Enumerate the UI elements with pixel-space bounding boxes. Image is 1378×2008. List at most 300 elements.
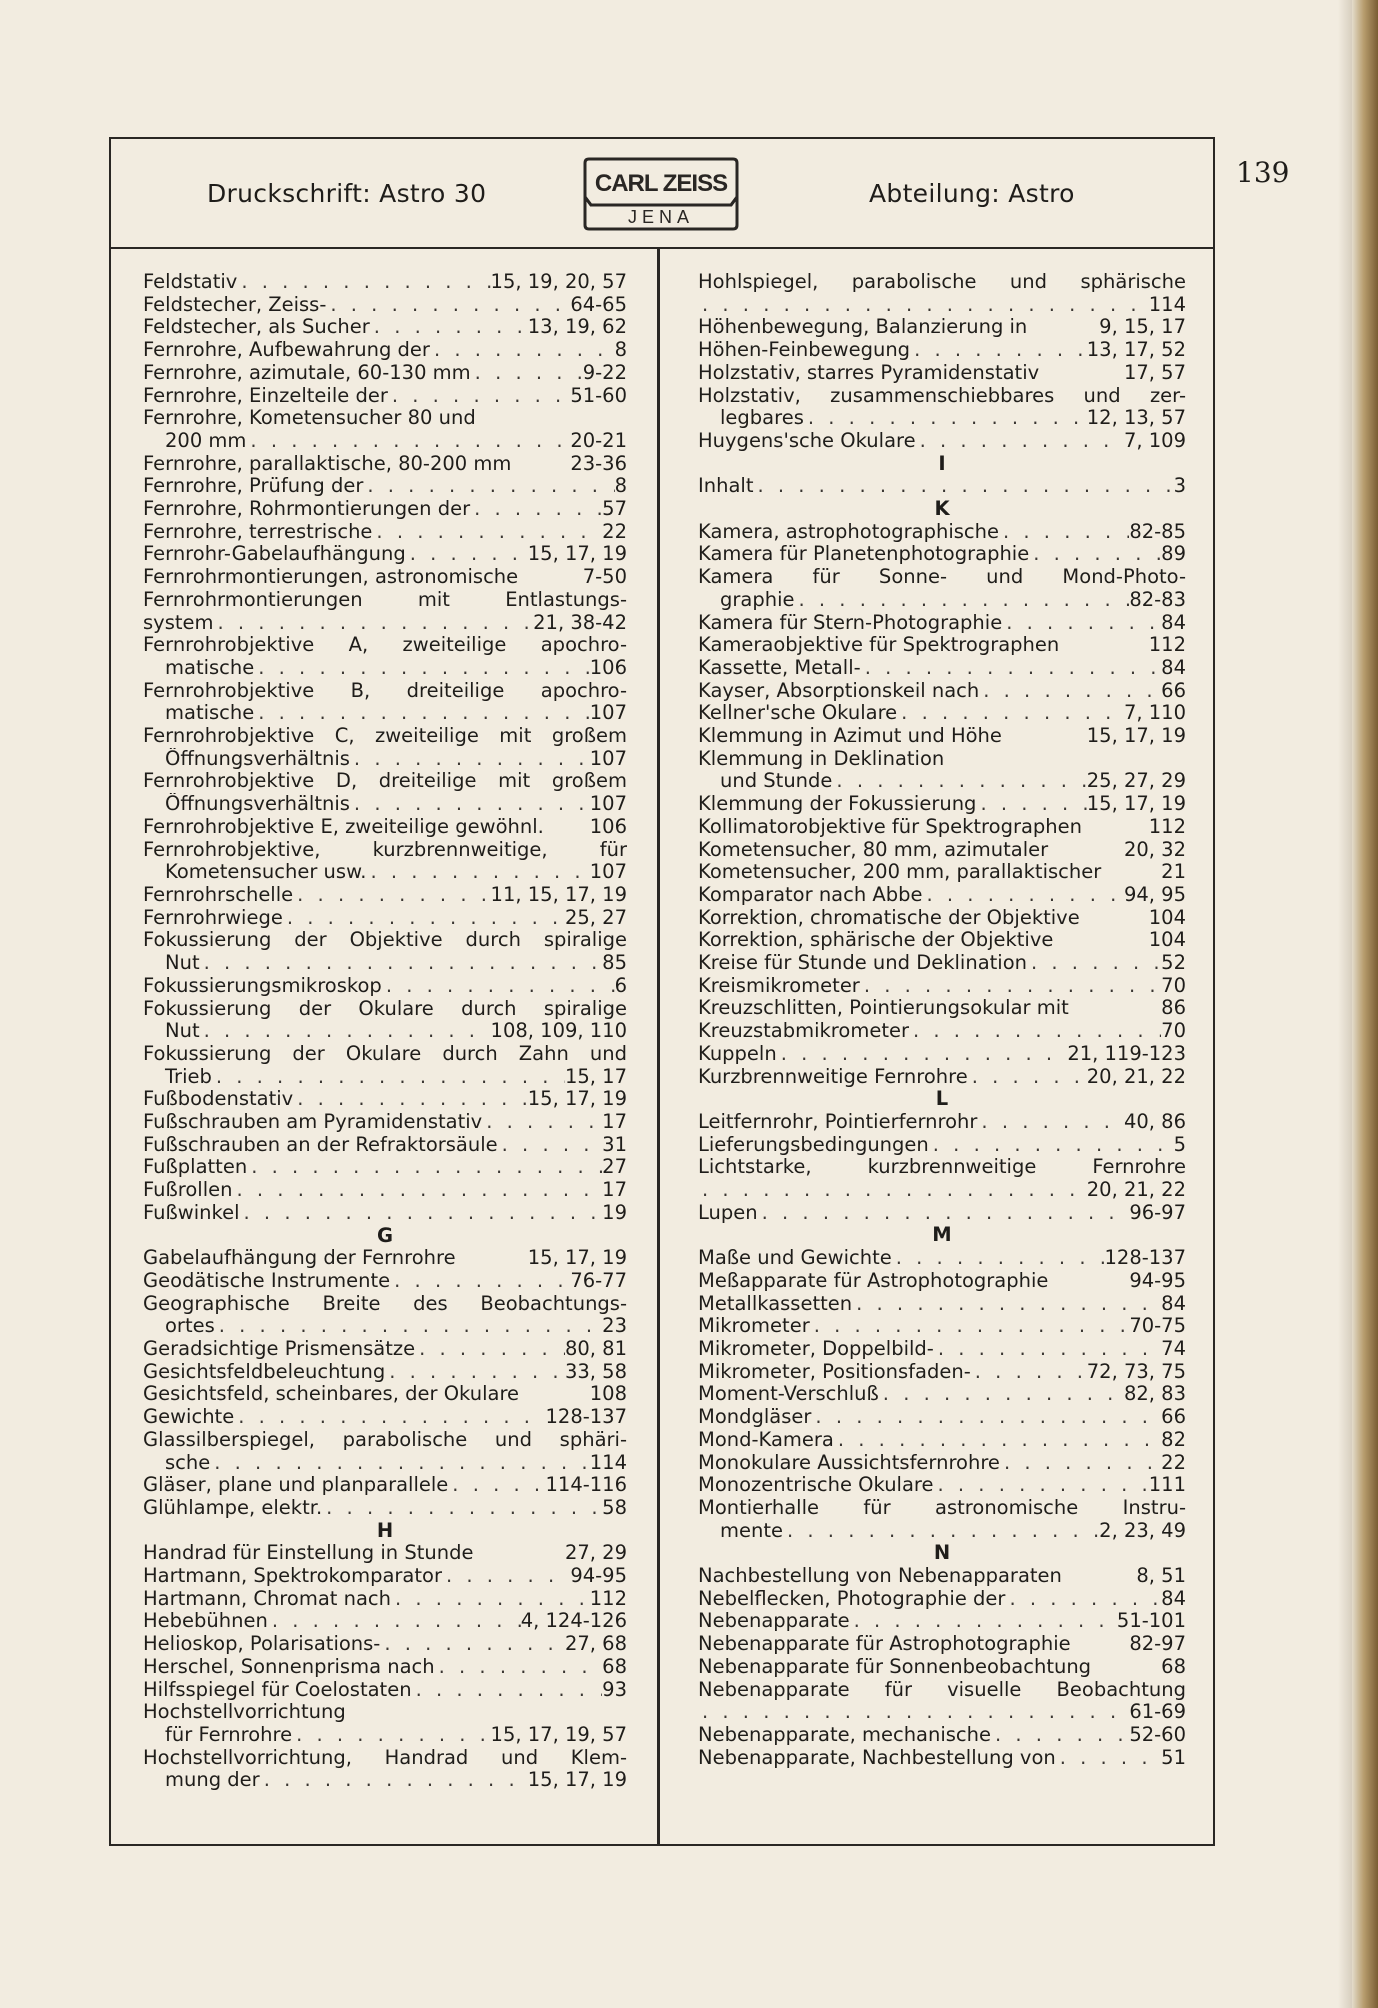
index-entry — [143, 316, 627, 339]
index-term: Kometensucher, 200 mm, parallaktischer — [698, 861, 1102, 884]
index-entry — [143, 294, 627, 317]
index-entry — [143, 1315, 627, 1338]
index-entry — [698, 725, 1186, 748]
leader-dots — [215, 1315, 602, 1338]
index-entry — [143, 612, 627, 635]
index-page-numbers: 82-83 — [1129, 588, 1186, 611]
index-letter-heading: M — [932, 1223, 952, 1247]
index-entry — [698, 1520, 1186, 1543]
index-entry — [698, 1202, 1186, 1225]
index-term: Fußplatten — [143, 1156, 248, 1179]
index-page-numbers: 11, 15, 17, 19 — [490, 883, 627, 906]
index-entry — [143, 1179, 627, 1202]
leader-dots — [268, 1610, 521, 1633]
index-page-numbers: 20, 32 — [1123, 838, 1186, 861]
index-page-numbers: 22 — [602, 520, 627, 543]
index-page-numbers: 4, 124-126 — [520, 1610, 627, 1633]
index-term: Monozentrische Okulare — [698, 1474, 934, 1497]
leader-dots — [1029, 543, 1161, 566]
leader-dots — [283, 907, 565, 930]
page-edge — [1352, 0, 1378, 2008]
index-page-numbers: 94-95 — [570, 1565, 627, 1588]
index-page-numbers: 13, 19, 62 — [527, 316, 627, 339]
index-page-numbers: 104 — [1148, 929, 1186, 952]
leader-dots — [777, 1043, 1068, 1066]
leader-dots — [366, 861, 589, 884]
index-page-numbers: 8 — [614, 475, 627, 498]
leader-dots — [795, 589, 1130, 612]
index-entry — [698, 997, 1186, 1020]
index-entry — [698, 952, 1186, 975]
index-page-numbers: 15, 17, 19 — [1086, 793, 1186, 816]
index-entry — [143, 1406, 627, 1429]
index-entry-line: Fernrohre, Kometensucher 80 und — [143, 407, 476, 430]
index-entry — [143, 1270, 627, 1293]
index-entry — [143, 498, 627, 521]
index-page-numbers: 27, 68 — [564, 1633, 627, 1656]
index-page-numbers: 82 — [1161, 1428, 1186, 1451]
index-term: Höhenbewegung, Balanzierung in — [698, 316, 1028, 339]
index-page-numbers: 70 — [1161, 1020, 1186, 1043]
index-entry-line: Glassilberspiegel, parabolische und sphäri- — [143, 1428, 627, 1451]
index-entry-line: Fokussierung der Okulare durch Zahn und — [143, 1042, 627, 1065]
index-page-numbers: 23-36 — [570, 452, 627, 475]
index-entry — [698, 1429, 1186, 1452]
index-term: Höhen-Feinbewegung — [698, 339, 911, 362]
index-entry — [143, 271, 627, 294]
index-page-numbers: 112 — [1148, 815, 1186, 838]
index-entry — [698, 1179, 1186, 1202]
index-term: ortes — [165, 1315, 215, 1338]
index-page-numbers: 68 — [602, 1655, 627, 1678]
index-entry — [698, 975, 1186, 998]
leader-dots — [388, 385, 570, 408]
index-term: Mikrometer, Doppelbild- — [698, 1337, 934, 1360]
index-entry — [698, 1247, 1186, 1270]
index-term: Handrad für Einstellung in Stunde — [143, 1542, 474, 1565]
index-term: Fernrohre, Prüfung der — [143, 475, 364, 498]
index-page-numbers: 7, 109 — [1123, 429, 1186, 452]
index-term: mung der — [165, 1769, 260, 1792]
index-entry — [143, 1633, 627, 1656]
leader-dots — [240, 1202, 603, 1225]
index-term: system — [143, 611, 214, 634]
index-term: Kreismikrometer — [698, 974, 860, 997]
index-entry — [698, 1066, 1186, 1089]
index-term: Kometensucher, 80 mm, azimutaler — [698, 838, 1049, 861]
index-entry — [143, 1588, 627, 1611]
index-page-numbers: 17 — [602, 1179, 627, 1202]
index-term: Korrektion, chromatische der Objektive — [698, 906, 1080, 929]
index-entry — [143, 1156, 627, 1179]
index-page-numbers: 94-95 — [1129, 1269, 1186, 1292]
index-entry — [143, 907, 627, 930]
index-page-numbers: 76-77 — [570, 1269, 627, 1292]
index-entry — [143, 566, 627, 589]
index-entry — [143, 1066, 627, 1089]
index-page-numbers: 51-101 — [1116, 1610, 1186, 1633]
index-page-numbers: 23 — [602, 1315, 627, 1338]
index-entry-line: Fokussierung der Objektive durch spiralige — [143, 929, 627, 952]
index-entry — [143, 1134, 627, 1157]
index-page-numbers: 15, 17 — [564, 1065, 627, 1088]
index-term: Kameraobjektive für Spektrographen — [698, 634, 1060, 657]
index-page-numbers: 15, 19, 20, 57 — [490, 271, 627, 293]
index-entry-line: Fernrohrobjektive D, dreiteilige mit großem — [143, 770, 627, 793]
index-page-numbers: 57 — [602, 498, 627, 521]
leader-dots — [322, 1497, 602, 1520]
index-term: Hebebühnen — [143, 1610, 268, 1633]
index-entry — [698, 1111, 1186, 1134]
index-term: Nut — [165, 952, 200, 975]
index-page-numbers: 33, 58 — [564, 1360, 627, 1383]
leader-dots — [210, 1452, 590, 1475]
leader-dots — [415, 1338, 565, 1361]
index-term: Kassette, Metall- — [698, 656, 861, 679]
index-page-numbers: 82, 83 — [1123, 1383, 1186, 1406]
leader-dots — [1005, 1588, 1161, 1611]
index-letter-heading: K — [934, 497, 950, 521]
index-term: Holzstativ, starres Pyramidenstativ — [698, 361, 1040, 384]
index-page-numbers: 9-22 — [582, 361, 627, 384]
index-page-numbers: 5 — [1173, 1133, 1186, 1156]
index-entry — [698, 1020, 1186, 1043]
index-entry — [698, 1270, 1186, 1293]
header-department: Abteilung: Astro — [869, 179, 1075, 208]
index-term: Nebenapparate für Sonnenbeobachtung — [698, 1655, 1092, 1678]
leader-dots — [412, 1679, 603, 1702]
logo-top-text: CARL ZEISS — [594, 170, 728, 197]
index-term: matische — [165, 656, 255, 679]
leader-dots — [834, 1429, 1161, 1452]
index-entry — [698, 1656, 1186, 1679]
index-entry — [143, 1497, 627, 1520]
index-page-numbers: 66 — [1161, 679, 1186, 702]
index-entry — [698, 1134, 1186, 1157]
leader-dots — [879, 1383, 1124, 1406]
index-page-numbers: 51 — [1161, 1746, 1186, 1769]
index-entry — [698, 1315, 1186, 1338]
index-entry — [698, 339, 1186, 362]
index-page-numbers: 70 — [1161, 974, 1186, 997]
leader-dots — [200, 952, 603, 975]
index-term: Gesichtsfeldbeleuchtung — [143, 1360, 386, 1383]
index-page-numbers: 15, 17, 19 — [527, 1088, 627, 1111]
index-term: Mikrometer — [698, 1315, 810, 1338]
leader-dots — [852, 1293, 1161, 1316]
leader-dots — [979, 680, 1161, 703]
leader-dots — [370, 316, 528, 339]
index-term: mente — [720, 1519, 783, 1542]
leader-dots — [214, 612, 534, 635]
index-entry-line: Fernrohrobjektive, kurzbrennweitige, für — [143, 838, 627, 861]
leader-dots — [326, 294, 570, 317]
leader-dots — [471, 362, 583, 385]
index-page-numbers: 13, 17, 52 — [1086, 339, 1186, 362]
index-page-numbers: 84 — [1161, 1292, 1186, 1315]
index-term: Fernrohre, azimutale, 60-130 mm — [143, 361, 471, 384]
index-page-numbers: 89 — [1161, 543, 1186, 566]
index-term: Fernrohr-Gabelaufhängung — [143, 543, 406, 566]
index-term: Kuppeln — [698, 1042, 777, 1065]
index-page-numbers: 107 — [589, 793, 627, 816]
leader-dots — [498, 1134, 603, 1157]
index-entry — [698, 475, 1186, 498]
index-page-numbers: 93 — [602, 1678, 627, 1701]
index-term: 200 mm — [165, 429, 247, 452]
index-term: sche — [165, 1451, 211, 1474]
leader-dots — [1056, 1747, 1161, 1770]
leader-dots — [254, 702, 590, 725]
index-entry — [698, 907, 1186, 930]
index-term: Kamera für Stern-Photographie — [698, 611, 1003, 634]
index-page-numbers: 40, 86 — [1123, 1110, 1186, 1133]
index-term: Fußschrauben an der Refraktorsäule — [143, 1133, 498, 1156]
index-letter-heading: I — [938, 451, 946, 475]
index-page-numbers: 128-137 — [1104, 1247, 1186, 1270]
index-entry — [143, 1247, 627, 1270]
index-entry — [698, 612, 1186, 635]
left-index-column — [143, 271, 627, 1792]
index-page-numbers: 51-60 — [570, 384, 627, 407]
index-page-numbers: 108 — [589, 1383, 627, 1406]
index-term: Nebenapparate, Nachbestellung von — [698, 1746, 1056, 1769]
index-term: Kometensucher usw. — [165, 861, 367, 884]
leader-dots — [1000, 1452, 1161, 1475]
index-page-numbers: 107 — [589, 747, 627, 770]
index-entry — [143, 884, 627, 907]
index-entry — [698, 521, 1186, 544]
index-page-numbers: 15, 17, 19 — [527, 1769, 627, 1792]
index-page-numbers: 84 — [1161, 611, 1186, 634]
index-entry — [143, 748, 627, 771]
index-term: Fußrollen — [143, 1179, 233, 1202]
index-term: Fernrohre, terrestrische — [143, 520, 373, 543]
index-entry — [698, 1701, 1186, 1724]
index-page-numbers: 25, 27, 29 — [1086, 770, 1186, 793]
index-term: graphie — [720, 588, 795, 611]
index-term: Klemmung in Azimut und Höhe — [698, 725, 1002, 748]
logo-bottom-text: JENA — [627, 207, 695, 227]
index-entry — [698, 816, 1186, 839]
index-term: Leitfernrohr, Pointierfernrohr — [698, 1110, 978, 1133]
index-entry — [143, 1610, 627, 1633]
index-term: Helioskop, Polarisations- — [143, 1633, 381, 1656]
leader-dots — [934, 1474, 1149, 1497]
leader-dots — [380, 1633, 565, 1656]
index-page-numbers: 84 — [1161, 1587, 1186, 1610]
leader-dots — [1002, 612, 1161, 635]
index-page-numbers: 19 — [602, 1201, 627, 1224]
index-entry — [698, 1474, 1186, 1497]
index-page-numbers: 74 — [1161, 1337, 1186, 1360]
index-term: Nebenapparate, mechanische — [698, 1723, 992, 1746]
index-entry-line: Hochstellvorrichtung, Handrad und Klem- — [143, 1746, 627, 1769]
index-term: Gesichtsfeld, scheinbares, der Okulare — [143, 1383, 520, 1406]
index-entry — [143, 1724, 627, 1747]
index-term: Meßapparate für Astrophotographie — [698, 1269, 1049, 1292]
index-page-numbers: 22 — [1161, 1451, 1186, 1474]
index-term: Lieferungsbedingungen — [698, 1133, 929, 1156]
index-page-numbers: 21, 119-123 — [1067, 1042, 1186, 1065]
index-term: Hartmann, Chromat nach — [143, 1587, 392, 1610]
index-entry — [698, 839, 1186, 862]
index-term: legbares — [720, 407, 804, 430]
index-entry — [698, 294, 1186, 317]
index-page-numbers: 58 — [602, 1496, 627, 1519]
index-page-numbers: 72, 73, 75 — [1086, 1360, 1186, 1383]
index-page-numbers: 112 — [1148, 634, 1186, 657]
index-entry — [698, 884, 1186, 907]
leader-dots — [976, 793, 1086, 816]
leader-dots — [991, 1724, 1129, 1747]
leader-dots — [910, 339, 1087, 362]
leader-dots — [470, 498, 602, 521]
index-page-numbers: 15, 17, 19, 57 — [490, 1723, 627, 1746]
leader-dots — [1027, 952, 1161, 975]
leader-dots — [892, 1247, 1105, 1270]
leader-dots — [968, 1066, 1087, 1089]
leader-dots — [811, 1406, 1161, 1429]
index-entry — [143, 1383, 627, 1406]
index-page-numbers: 3 — [1173, 475, 1186, 498]
leader-dots — [977, 1111, 1124, 1134]
leader-dots — [482, 1111, 602, 1134]
index-term: Gläser, plane und planparallele — [143, 1474, 449, 1497]
index-term: Fernrohre, Einzelteile der — [143, 384, 388, 407]
leader-dots — [810, 1315, 1130, 1338]
index-entry — [143, 1020, 627, 1043]
index-page-numbers: 2, 23, 49 — [1099, 1519, 1186, 1542]
index-entry-line: Klemmung in Deklination — [698, 747, 945, 770]
index-term: Moment-Verschluß — [698, 1383, 879, 1406]
index-page-numbers: 108, 109, 110 — [490, 1020, 627, 1043]
index-entry — [698, 929, 1186, 952]
leader-dots — [234, 1406, 545, 1429]
index-page-numbers: 21, 38-42 — [533, 611, 627, 634]
index-entry — [698, 770, 1186, 793]
index-entry-line: Fernrohrmontierungen mit Entlastungs- — [143, 588, 627, 611]
leader-dots — [200, 1020, 491, 1043]
index-entry — [143, 1338, 627, 1361]
index-page-numbers: 84 — [1161, 656, 1186, 679]
index-entry — [143, 1679, 627, 1702]
index-entry — [698, 407, 1186, 430]
index-page-numbers: 64-65 — [570, 293, 627, 316]
index-term: Glühlampe, elektr. — [143, 1496, 323, 1519]
index-term: Nebenapparate für Astrophotographie — [698, 1633, 1071, 1656]
index-entry — [143, 385, 627, 408]
index-entry — [698, 1338, 1186, 1361]
index-entry — [143, 861, 627, 884]
index-term: Komparator nach Abbe — [698, 883, 923, 906]
index-entry-line: Nebenapparate für visuelle Beobachtung — [698, 1678, 1186, 1701]
index-term: Kreuzstabmikrometer — [698, 1020, 909, 1043]
leader-dots — [233, 1179, 603, 1202]
leader-dots — [385, 1361, 565, 1384]
leader-dots — [292, 1724, 490, 1747]
leader-dots — [260, 1769, 528, 1792]
index-page-numbers: 66 — [1161, 1406, 1186, 1429]
index-term: Nut — [165, 1020, 200, 1043]
leader-dots — [442, 1565, 570, 1588]
index-page-numbers: 25, 27 — [564, 906, 627, 929]
index-entry — [698, 589, 1186, 612]
leader-dots — [435, 1656, 603, 1679]
index-term: Fernrohrwiege — [143, 906, 283, 929]
index-entry — [143, 952, 627, 975]
index-term: Fernrohrobjektive E, zweiteilige gewöhnl. — [143, 815, 544, 838]
leader-dots — [832, 770, 1086, 793]
leader-dots — [861, 657, 1161, 680]
leader-dots — [237, 271, 490, 294]
index-page-numbers: 9, 15, 17 — [1099, 316, 1186, 339]
index-page-numbers: 112 — [589, 1587, 627, 1610]
index-term: Kurzbrennweitige Fernrohre — [698, 1065, 968, 1088]
index-term: Öffnungsverhältnis — [165, 793, 350, 816]
index-page-numbers: 15, 17, 19 — [527, 543, 627, 566]
page-header — [111, 139, 1213, 249]
index-page-numbers: 82-97 — [1129, 1633, 1186, 1656]
leader-dots — [293, 1088, 528, 1111]
index-entry — [143, 339, 627, 362]
index-entry — [143, 1656, 627, 1679]
index-page-numbers: 6 — [614, 974, 627, 997]
index-entry-line: Lichtstarke, kurzbrennweitige Fernrohre — [698, 1156, 1186, 1179]
index-page-numbers: 82-85 — [1129, 520, 1186, 543]
index-entry — [143, 1361, 627, 1384]
index-entry — [143, 1202, 627, 1225]
index-term: Huygens'sche Okulare — [698, 429, 916, 452]
leader-dots — [390, 1270, 570, 1293]
index-term: Metallkassetten — [698, 1292, 853, 1315]
leader-dots — [698, 1701, 1129, 1724]
index-term: Korrektion, sphärische der Objektive — [698, 929, 1054, 952]
index-term: Gewichte — [143, 1406, 235, 1429]
index-page-numbers: 106 — [589, 656, 627, 679]
index-entry — [698, 430, 1186, 453]
leader-dots — [758, 1202, 1130, 1225]
index-page-numbers: 15, 17, 19 — [527, 1247, 627, 1270]
index-term: Fokussierungsmikroskop — [143, 974, 382, 997]
index-entry — [698, 543, 1186, 566]
index-term: Kamera für Planetenphotographie — [698, 543, 1030, 566]
index-entry — [698, 1406, 1186, 1429]
leader-dots — [698, 294, 1149, 317]
leader-dots — [350, 748, 590, 771]
index-term: Fernrohre, Rohrmontierungen der — [143, 498, 471, 521]
index-term: Mikrometer, Positionsfaden- — [698, 1360, 971, 1383]
index-entry — [698, 1383, 1186, 1406]
index-page-numbers: 114-116 — [545, 1474, 627, 1497]
index-page-numbers: 8 — [614, 339, 627, 362]
index-entry-line: Geographische Breite des Beobachtungs- — [143, 1292, 627, 1315]
index-term: Geradsichtige Prismensätze — [143, 1338, 416, 1361]
leader-dots — [916, 430, 1124, 453]
leader-dots — [753, 475, 1173, 498]
index-entry — [698, 1452, 1186, 1475]
index-term: Maße und Gewichte — [698, 1247, 892, 1270]
index-term: Fernrohre, parallaktische, 80-200 mm — [143, 452, 512, 475]
index-entry — [698, 362, 1186, 385]
index-letter-heading: N — [933, 1541, 951, 1565]
index-entry — [698, 1043, 1186, 1066]
index-page-numbers: 106 — [589, 815, 627, 838]
index-entry — [698, 1633, 1186, 1656]
index-page-numbers: 21 — [1161, 861, 1186, 884]
index-page-numbers: 15, 17, 19 — [1086, 725, 1186, 748]
leader-dots — [448, 1474, 545, 1497]
